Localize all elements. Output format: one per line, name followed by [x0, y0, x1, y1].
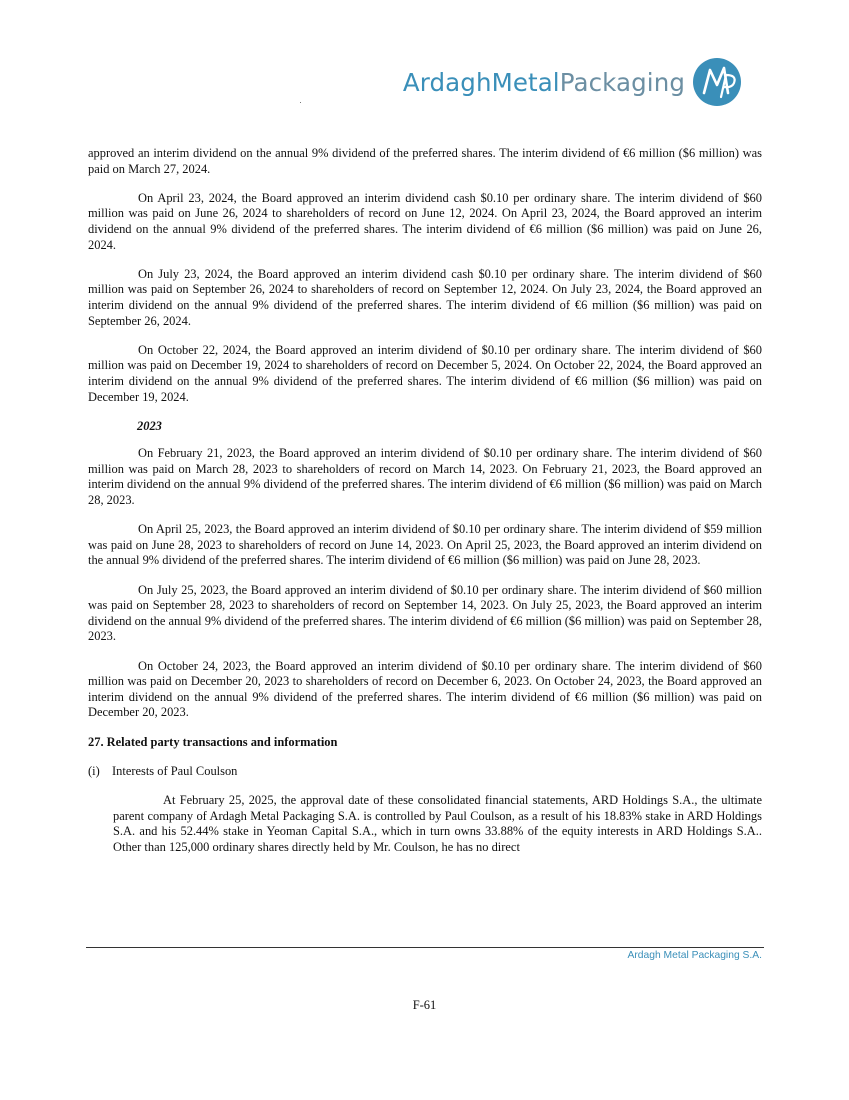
paragraph-october-2024: On October 22, 2024, the Board approved an interim dividend of $0.10 per ordinary share. The interim dividend of $60 million was paid on December 19, 2024 to shareholders of record on December 5, 2024. On October 22, 2024, the Board approved an interim dividend on the annual 9% dividend of the preferred shares. The interim dividend of €6 million ($6 million) was paid on December 19, 2024. — [88, 342, 762, 404]
paragraph-july-2024: On July 23, 2024, the Board approved an interim dividend cash $0.10 per ordinary share. The interim dividend of $60 million was paid on September 26, 2024 to shareholders of record on September 12, 2024. On July 23, 2024, the Board approved an interim dividend on the annual 9% dividend of the preferred shares. The interim dividend of €6 million ($6 million) was paid on September 26, 2024. — [88, 266, 762, 328]
paragraph-april-2024: On April 23, 2024, the Board approved an interim dividend cash $0.10 per ordinary share. The interim dividend of $60 million was paid on June 26, 2024 to shareholders of record on June 12, 2024. On April 23, 2024, the Board approved an interim dividend on the annual 9% dividend of the preferred shares. The interim dividend of €6 million ($6 million) was paid on June 26, 2024. — [88, 190, 762, 252]
logo-word-metal: Metal — [491, 67, 560, 97]
paragraph-april-2023: On April 25, 2023, the Board approved an interim dividend of $0.10 per ordinary share. The interim dividend of $59 million was paid on June 28, 2023 to shareholders of record on June 14, 2023. On April 25, 2023, the Board approved an interim dividend on the annual 9% dividend of the preferred shares. The interim dividend of €6 million ($6 million) was paid on June 28, 2023. — [88, 522, 762, 568]
paragraph-coulson-interests: At February 25, 2025, the approval date of these consolidated financial statements, ARD Holdings S.A., the ultimate parent company of Ardagh Metal Packaging S.A. is controlled by Paul Coulson, as a result of his 18.83% stake in ARD Holdings S.A. and his 52.44% stake in Yeoman Capital S.A., which in turn owns 33.88% of the equity interests in ARD Holdings S.A.. Other than 125,000 ordinary shares directly held by Mr. Coulson, he has no direct — [113, 792, 762, 854]
paragraph-intro: approved an interim dividend on the annual 9% dividend of the preferred shares. The interim dividend of €6 million ($6 million) was paid on March 27, 2024. — [88, 146, 762, 176]
footer-divider — [86, 947, 764, 948]
company-logo — [403, 56, 743, 108]
amp-logo-icon — [691, 56, 743, 108]
paragraph-february-2023: On February 21, 2023, the Board approved an interim dividend of $0.10 per ordinary share. The interim dividend of $60 million was paid on March 28, 2023 to shareholders of record on March 14, 2023. On February 21, 2023, the Board approved an interim dividend on the annual 9% dividend of the preferred shares. The interim dividend of €6 million ($6 million) was paid on March 28, 2023. — [88, 446, 762, 508]
section-27-heading: 27. Related party transactions and information — [88, 734, 338, 749]
page-number: F-61 — [412, 998, 437, 1012]
year-heading-2023: 2023 — [137, 418, 162, 433]
stray-dot — [300, 102, 301, 103]
subsection-i-body — [88, 793, 762, 855]
footer-company-name: Ardagh Metal Packaging S.A. — [627, 950, 762, 961]
logo-word-packaging: Packaging — [559, 67, 685, 97]
subsection-i-heading — [88, 764, 762, 780]
logo-word-ardagh: Ardagh — [402, 67, 492, 97]
paragraph-october-2023: On October 24, 2023, the Board approved an interim dividend of $0.10 per ordinary share. The interim dividend of $60 million was paid on December 20, 2023 to shareholders of record on December 6, 2023. On October 24, 2023, the Board approved an interim dividend on the annual 9% dividend of the preferred shares. The interim dividend of €6 million ($6 million) was paid on December 20, 2023. — [88, 658, 762, 720]
paragraph-july-2023: On July 25, 2023, the Board approved an interim dividend of $0.10 per ordinary share. The interim dividend of $60 million was paid on September 28, 2023 to shareholders of record on September 14, 2023. On July 25, 2023, the Board approved an interim dividend on the annual 9% dividend of the preferred shares. The interim dividend of €6 million ($6 million) was paid on September 28, 2023. — [88, 582, 763, 644]
subsection-title: Interests of Paul Coulson — [112, 763, 238, 778]
document-body — [88, 146, 762, 869]
logo-wordmark — [403, 68, 685, 97]
subsection-number: (i) — [88, 763, 100, 778]
